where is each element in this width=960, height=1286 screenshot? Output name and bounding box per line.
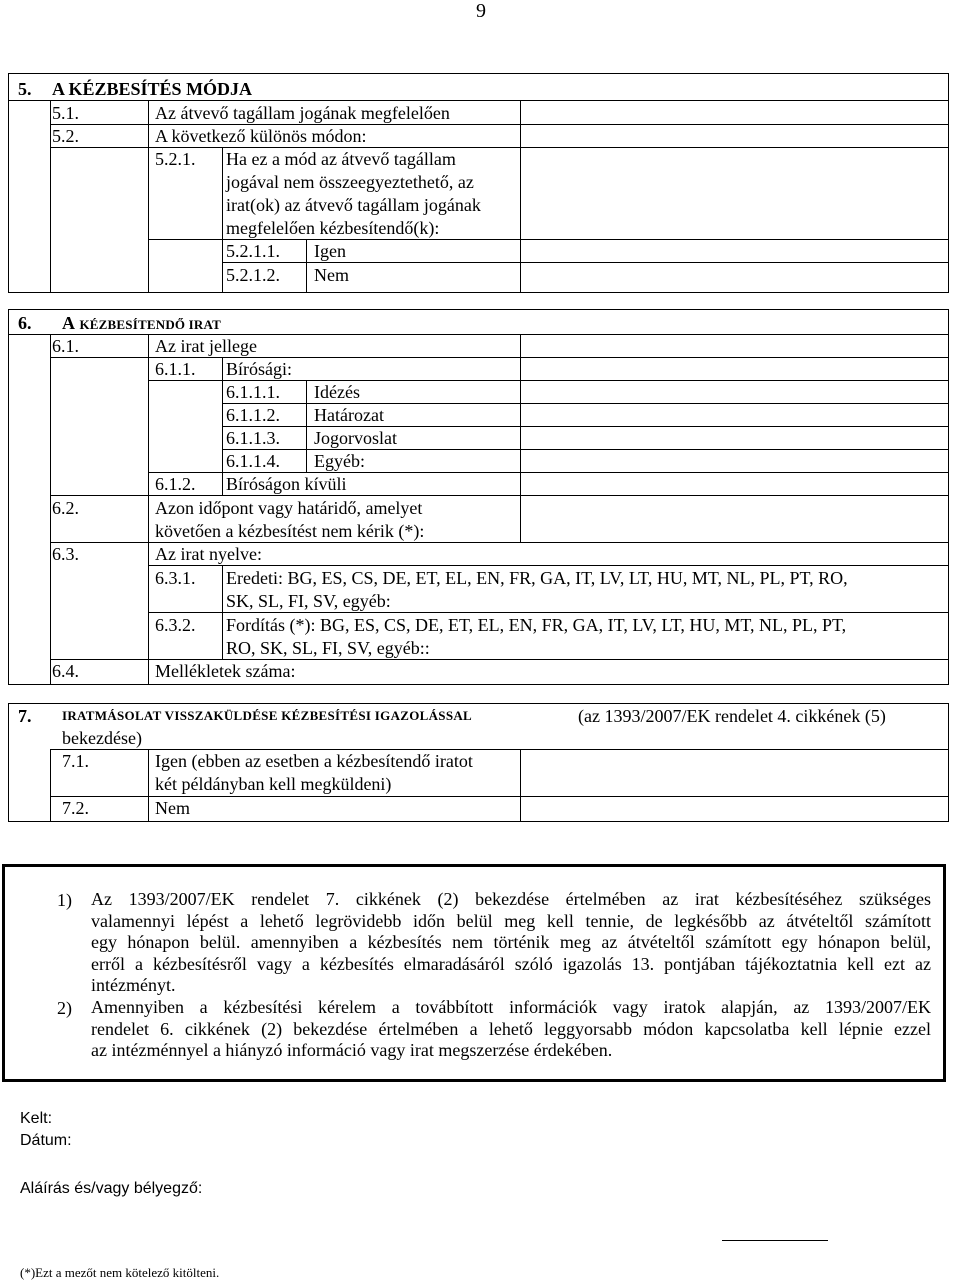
note-1 [91, 889, 931, 997]
item-5-2-text: A következő különös módon: [155, 126, 367, 146]
item-6-2-line: Azon időpont vagy határidő, amelyet [155, 498, 423, 518]
footnote: (*)Ezt a mezőt nem kötelező kitölteni. [20, 1265, 220, 1280]
note-2-line: az intézménnyel a hiányzó információ vagy irat megszerzése érdekében. [91, 1040, 613, 1060]
item-7-2-text: Nem [155, 798, 190, 818]
notes-box [2, 864, 946, 1082]
item-6-3-1-line: Eredeti: BG, ES, CS, DE, ET, EL, EN, FR, GA, IT, LV, LT, HU, MT, NL, PL, PT, RO, [226, 568, 848, 588]
item-6-1-1-1-text: Idézés [314, 382, 360, 402]
item-5-2-1-line: jogával nem összeegyeztethető, az [226, 172, 474, 192]
item-6-1-1-4-number: 6.1.1.4. [226, 451, 280, 471]
section-5-title: A KÉZBESÍTÉS MÓDJA [52, 79, 253, 99]
item-6-3-number: 6.3. [52, 544, 79, 564]
signature-line [722, 1240, 828, 1241]
section-7-title: IRATMÁSOLAT VISSZAKÜLDÉSE KÉZBESÍTÉSI IGAZOLÁSSAL [62, 708, 473, 723]
item-6-3-2-line: RO, SK, SL, FI, SV, egyéb:: [226, 638, 430, 658]
note-1-line: erről a kézbesítésről vagy a kézbesítés elmaradásáról szóló igazolás 13. pontjában tájékoztatnia kell ezt az [91, 953, 931, 974]
item-6-3-1-line: SK, SL, FI, SV, egyéb: [226, 591, 391, 611]
item-5-2-1-line: irat(ok) az átvevő tagállam jogának [226, 195, 481, 215]
item-6-1-1-3-number: 6.1.1.3. [226, 428, 280, 448]
item-7-2-number: 7.2. [62, 798, 89, 818]
section-6-title-initial: A [62, 313, 75, 333]
page-number: 9 [476, 0, 486, 22]
item-5-2-1-2-text: Nem [314, 265, 349, 285]
item-6-1-1-3-text: Jogorvoslat [314, 428, 397, 448]
item-6-1-1-number: 6.1.1. [155, 359, 196, 379]
section-7-title-tail: (az 1393/2007/EK rendelet 4. cikkének (5) [578, 706, 886, 726]
item-5-1-number: 5.1. [52, 103, 79, 123]
note-1-line: egy hónapon belül. amennyiben a kézbesítés nem történik meg az átvételtől számított egy hónapon belül, [91, 932, 931, 952]
item-5-2-1-number: 5.2.1. [155, 149, 196, 169]
item-7-1-number: 7.1. [62, 751, 89, 771]
section-6-number: 6. [18, 313, 32, 333]
item-6-2-line: követően a kézbesítést nem kérik (*): [155, 521, 425, 541]
item-6-1-1-2-number: 6.1.1.2. [226, 405, 280, 425]
item-6-4-number: 6.4. [52, 661, 79, 681]
section-7-title-line2: bekezdése) [62, 728, 142, 748]
note-1-line: valamennyi lépést a lehető legrövidebb időn belül meg kell tennie, de legkésőbb az átvételtől számított [91, 910, 931, 931]
note-2 [91, 997, 931, 1062]
item-6-2-number: 6.2. [52, 498, 79, 518]
item-6-3-2-line: Fordítás (*): BG, ES, CS, DE, ET, EL, EN, FR, GA, IT, LV, LT, HU, MT, NL, PL, PT, [226, 615, 847, 635]
item-5-2-1-line: megfelelően kézbesítendő(k): [226, 218, 440, 238]
item-5-2-1-line: Ha ez a mód az átvevő tagállam [226, 149, 456, 169]
item-5-1-text: Az átvevő tagállam jogának megfelelően [155, 103, 450, 123]
section-7-number: 7. [18, 706, 32, 726]
note-1-line: intézményt. [91, 975, 176, 995]
signature-label: Aláírás és/vagy bélyegző: [20, 1180, 203, 1197]
section-5-number: 5. [18, 79, 32, 99]
section-6-title [62, 312, 221, 336]
note-2-line: Amennyiben a kézbesítési kérelem a továbbított információk vagy iratok alapján, az 1393/2007/EK [91, 997, 931, 1017]
item-6-1-2-number: 6.1.2. [155, 474, 196, 494]
kelt-label: Kelt: [20, 1110, 53, 1127]
note-2-line: rendelet 6. cikkének (2) bekezdése értelmében a lehető leggyorsabb módon kapcsolatba kell lépnie ezzel [91, 1018, 931, 1039]
item-6-1-1-2-text: Határozat [314, 405, 384, 425]
item-5-2-1-1-text: Igen [314, 241, 346, 261]
section-6-title-rest: KÉZBESÍTENDŐ IRAT [79, 317, 222, 332]
item-6-1-number: 6.1. [52, 336, 79, 356]
item-6-1-2-text: Bíróságon kívüli [226, 474, 347, 494]
note-1-line: Az 1393/2007/EK rendelet 7. cikkének (2) bekezdése értelmében az irat kézbesítéséhez szükséges [91, 889, 931, 909]
item-6-1-1-4-text: Egyéb: [314, 451, 365, 471]
datum-label: Dátum: [20, 1132, 72, 1149]
item-5-2-number: 5.2. [52, 126, 79, 146]
item-7-1-line: Igen (ebben az esetben a kézbesítendő iratot [155, 751, 473, 771]
note-1-number: 1) [57, 890, 72, 910]
note-2-number: 2) [57, 998, 72, 1018]
item-5-2-1-2-number: 5.2.1.2. [226, 265, 280, 285]
item-5-2-1-1-number: 5.2.1.1. [226, 241, 280, 261]
item-6-3-text: Az irat nyelve: [155, 544, 262, 564]
item-6-3-1-number: 6.3.1. [155, 568, 196, 588]
item-6-4-text: Mellékletek száma: [155, 661, 296, 681]
item-6-1-text: Az irat jellege [155, 336, 257, 356]
item-6-1-1-1-number: 6.1.1.1. [226, 382, 280, 402]
item-7-1-line: két példányban kell megküldeni) [155, 774, 392, 794]
item-6-1-1-text: Bírósági: [226, 359, 292, 379]
item-6-3-2-number: 6.3.2. [155, 615, 196, 635]
